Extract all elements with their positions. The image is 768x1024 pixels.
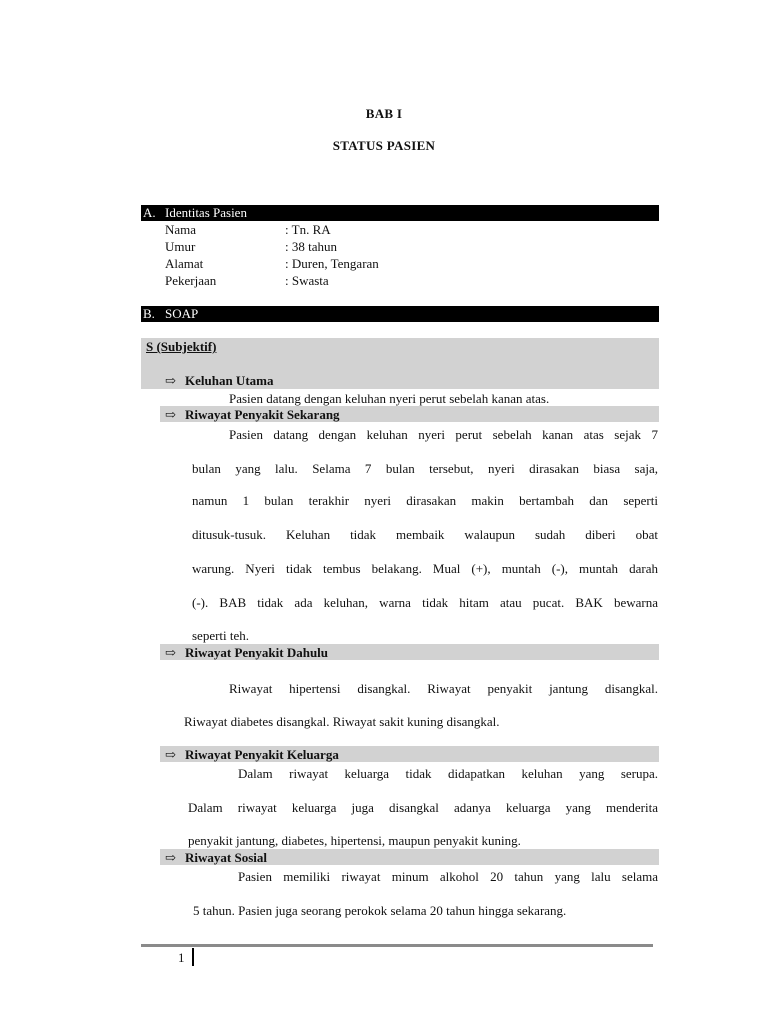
sosial-line: 5 tahun. Pasien juga seorang perokok selama 20 tahun hingga sekarang. (193, 903, 567, 918)
rpk-line: Dalam riwayat keluarga juga disangkal adanya keluarga yang menderita (188, 800, 658, 815)
page-number: 1 (178, 950, 185, 965)
rps-line: (-). BAB tidak ada keluhan, warna tidak hitam atau pucat. BAK bewarna (192, 595, 658, 610)
rpd-title: Riwayat Penyakit Dahulu (185, 645, 329, 660)
arrow-right-icon: ⇨ (165, 850, 176, 865)
footer-rule (141, 944, 653, 947)
field-value: : 38 tahun (285, 239, 337, 254)
keluhan-utama-title: Keluhan Utama (185, 373, 274, 388)
rps-line: warung. Nyeri tidak tembus belakang. Mual (+), muntah (-), muntah darah (192, 561, 658, 576)
sosial-heading (165, 850, 267, 866)
arrow-right-icon: ⇨ (165, 407, 176, 422)
sosial-title: Riwayat Sosial (185, 850, 267, 865)
section-a-header (141, 205, 659, 221)
section-b-title: SOAP (165, 306, 199, 321)
rpd-line: Riwayat diabetes disangkal. Riwayat sakit kuning disangkal. (184, 714, 500, 729)
rpk-title: Riwayat Penyakit Keluarga (185, 747, 339, 762)
rps-heading (165, 407, 340, 423)
rps-line: bulan yang lalu. Selama 7 bulan tersebut, nyeri dirasakan biasa saja, (192, 461, 658, 476)
arrow-right-icon: ⇨ (165, 747, 176, 762)
arrow-right-icon: ⇨ (165, 373, 176, 388)
section-a-letter: A. (143, 205, 156, 220)
page-number-divider (192, 948, 194, 966)
arrow-right-icon: ⇨ (165, 645, 176, 660)
chapter-heading: BAB I (365, 106, 403, 121)
field-label: Alamat (165, 256, 204, 271)
field-value: : Tn. RA (285, 222, 331, 237)
section-a-title: Identitas Pasien (165, 205, 247, 220)
rps-line: Pasien datang dengan keluhan nyeri perut sebelah kanan atas sejak 7 (229, 427, 658, 442)
rps-title: Riwayat Penyakit Sekarang (185, 407, 340, 422)
rps-line: seperti teh. (192, 628, 250, 643)
rpk-line: Dalam riwayat keluarga tidak didapatkan keluhan yang serupa. (238, 766, 658, 781)
keluhan-utama-text: Pasien datang dengan keluhan nyeri perut sebelah kanan atas. (229, 391, 550, 406)
page-title: STATUS PASIEN (332, 138, 436, 153)
rpd-line: Riwayat hipertensi disangkal. Riwayat penyakit jantung disangkal. (229, 681, 658, 696)
section-b-header (141, 306, 659, 322)
rpd-heading (165, 645, 328, 661)
rps-line: namun 1 bulan terakhir nyeri dirasakan makin bertambah dan seperti (192, 493, 658, 508)
field-label: Pekerjaan (165, 273, 217, 288)
sosial-line: Pasien memiliki riwayat minum alkohol 20 tahun yang lalu selama (238, 869, 658, 884)
field-label: Nama (165, 222, 197, 237)
field-umur (165, 239, 337, 255)
field-value: : Duren, Tengaran (285, 256, 379, 271)
rpk-heading (165, 747, 339, 763)
subjektif-heading: S (Subjektif) (146, 339, 217, 354)
rps-line: ditusuk-tusuk. Keluhan tidak membaik walaupun sudah diberi obat (192, 527, 658, 542)
keluhan-utama-heading (165, 373, 273, 389)
field-alamat (165, 256, 379, 272)
section-b-letter: B. (143, 306, 155, 321)
field-pekerjaan (165, 273, 329, 289)
rpk-line: penyakit jantung, diabetes, hipertensi, maupun penyakit kuning. (188, 833, 521, 848)
field-label: Umur (165, 239, 196, 254)
field-nama (165, 222, 331, 238)
field-value: : Swasta (285, 273, 329, 288)
